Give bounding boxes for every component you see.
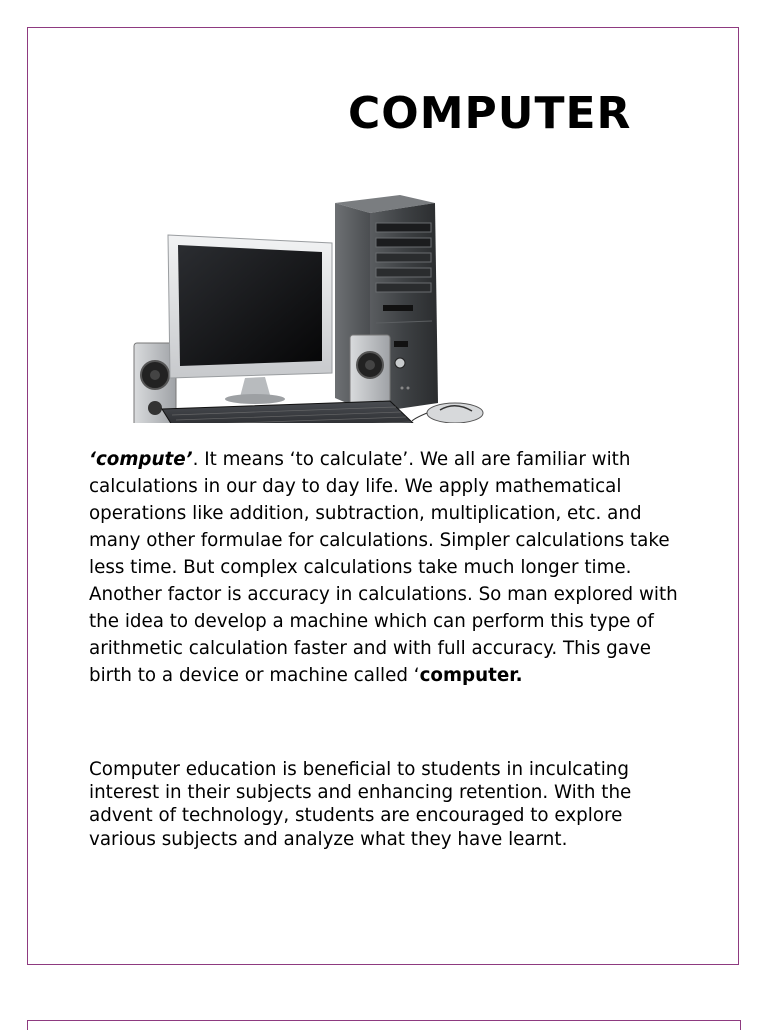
lead-term: ‘compute’ bbox=[89, 449, 193, 470]
page-title: COMPUTER bbox=[348, 88, 632, 139]
paragraph-definition-body: . It means ‘to calculate’. We all are familiar with calculations in our day to day life. We apply mathematical operations like addition, subtraction, multiplication, etc. and many other formulae for calculations. Simpler calculations take less time. But complex calculations take much longer time. Another factor is accuracy in calculations. So man explored with the idea to develop a machine which can perform this type of arithmetic calculation faster and with full accuracy. This gave birth to a device or machine called ‘ bbox=[89, 449, 678, 686]
desktop-computer-icon bbox=[100, 163, 490, 423]
paragraph-definition bbox=[89, 446, 679, 689]
document-page bbox=[27, 27, 739, 965]
next-page-edge bbox=[27, 1020, 741, 1030]
paragraph-education: Computer education is beneficial to students in inculcating interest in their subjects and enhancing retention. With the advent of technology, students are encouraged to explore various subjects and analyze what they have learnt. bbox=[89, 759, 632, 850]
closing-term: computer. bbox=[419, 665, 523, 686]
